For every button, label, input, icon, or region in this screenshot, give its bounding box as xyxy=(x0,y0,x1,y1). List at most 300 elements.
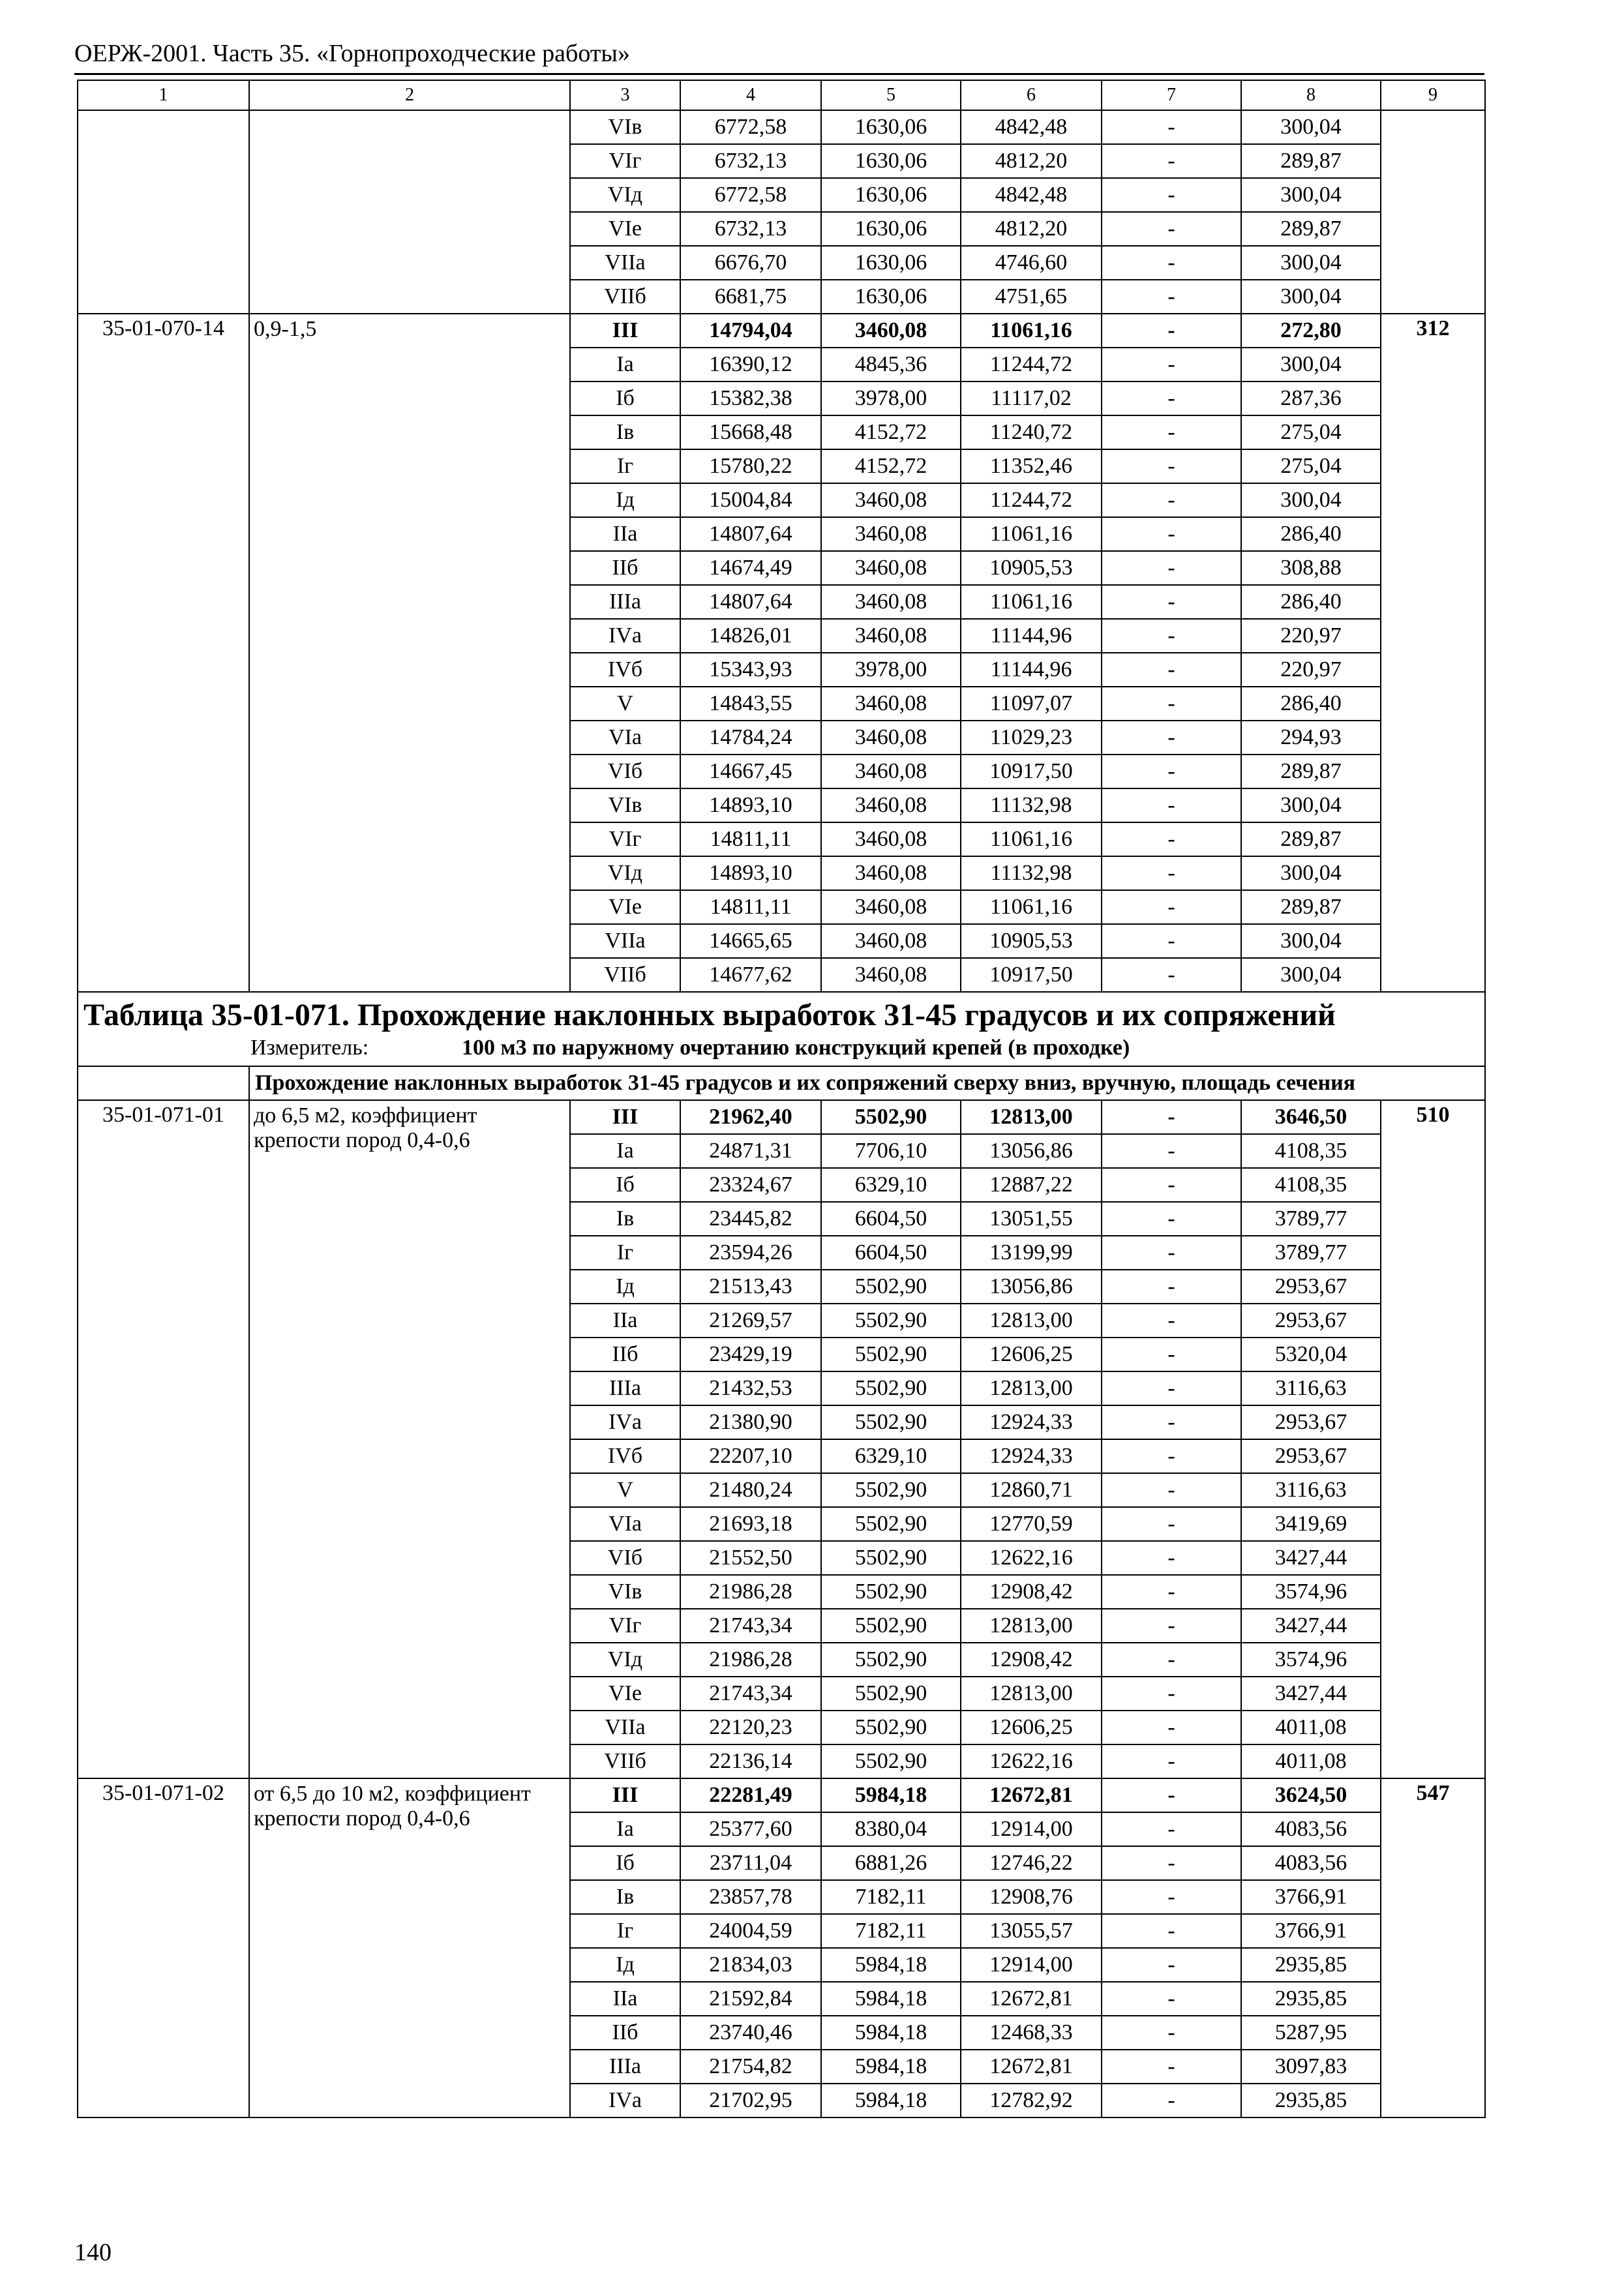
table-cell: 21269,57 xyxy=(680,1304,821,1338)
table-cell: 14893,10 xyxy=(680,856,821,890)
table-cell: 12860,71 xyxy=(961,1473,1102,1507)
column-number: 6 xyxy=(961,80,1102,110)
table-cell: 14843,55 xyxy=(680,687,821,721)
table-cell: 4083,56 xyxy=(1241,1812,1381,1846)
table-cell: 4011,08 xyxy=(1241,1744,1381,1778)
table-cell: 5502,90 xyxy=(821,1711,961,1744)
table-cell: - xyxy=(1102,1270,1241,1304)
table-cell: 5502,90 xyxy=(821,1338,961,1371)
table-cell: 5502,90 xyxy=(821,1744,961,1778)
table-cell: 2935,85 xyxy=(1241,1982,1381,2016)
table-cell: 6604,50 xyxy=(821,1202,961,1236)
table-cell: 2953,67 xyxy=(1241,1439,1381,1473)
labor-cost xyxy=(1381,110,1485,314)
table-cell: - xyxy=(1102,1405,1241,1439)
table-cell: 15668,48 xyxy=(680,415,821,449)
table-cell: 3574,96 xyxy=(1241,1575,1381,1609)
table-cell: 12908,76 xyxy=(961,1880,1102,1914)
table-cell: VIIа xyxy=(570,924,680,958)
table-cell: 23324,67 xyxy=(680,1168,821,1202)
table-cell: 5502,90 xyxy=(821,1575,961,1609)
table-cell: - xyxy=(1102,1202,1241,1236)
table-cell: Iб xyxy=(570,382,680,415)
table-cell: VIIа xyxy=(570,246,680,280)
table-cell: 16390,12 xyxy=(680,348,821,382)
table-cell: - xyxy=(1102,924,1241,958)
table-cell: IVб xyxy=(570,653,680,687)
table-cell: 13199,99 xyxy=(961,1236,1102,1270)
table-cell: VIв xyxy=(570,110,680,144)
table-cell: 3460,08 xyxy=(821,551,961,585)
table-cell: IIа xyxy=(570,517,680,551)
table-cell: 7706,10 xyxy=(821,1134,961,1168)
column-number: 5 xyxy=(821,80,961,110)
table-cell: III xyxy=(570,1778,680,1812)
price-table xyxy=(77,80,1486,2118)
table-cell: IVа xyxy=(570,2084,680,2117)
table-cell: - xyxy=(1102,2084,1241,2117)
table-cell: 12622,16 xyxy=(961,1541,1102,1575)
table-cell: 11097,07 xyxy=(961,687,1102,721)
table-cell: 12672,81 xyxy=(961,1778,1102,1812)
table-cell: 14826,01 xyxy=(680,619,821,653)
table-cell: IIб xyxy=(570,551,680,585)
table-cell: III xyxy=(570,314,680,348)
table-cell: 2935,85 xyxy=(1241,2084,1381,2117)
table-cell: - xyxy=(1102,382,1241,415)
table-cell: 4152,72 xyxy=(821,415,961,449)
table-cell: 3978,00 xyxy=(821,653,961,687)
table-cell: 12908,42 xyxy=(961,1643,1102,1677)
table-cell: 12606,25 xyxy=(961,1711,1102,1744)
column-number: 7 xyxy=(1102,80,1241,110)
table-cell: 3789,77 xyxy=(1241,1236,1381,1270)
table-cell: - xyxy=(1102,1609,1241,1643)
table-cell: 11132,98 xyxy=(961,788,1102,822)
header-rule xyxy=(74,73,1484,75)
table-cell: Iг xyxy=(570,449,680,483)
table-cell: 5984,18 xyxy=(821,1948,961,1982)
table-cell: 1630,06 xyxy=(821,212,961,246)
table-cell: 14811,11 xyxy=(680,890,821,924)
table-cell: 7182,11 xyxy=(821,1914,961,1948)
table-cell: 5984,18 xyxy=(821,1982,961,2016)
table-cell: 11352,46 xyxy=(961,449,1102,483)
table-cell: 300,04 xyxy=(1241,483,1381,517)
table-cell: 5320,04 xyxy=(1241,1338,1381,1371)
table-cell: 3116,63 xyxy=(1241,1473,1381,1507)
table-cell: 3766,91 xyxy=(1241,1880,1381,1914)
table-cell: 4842,48 xyxy=(961,110,1102,144)
table-cell: 308,88 xyxy=(1241,551,1381,585)
section-description: Прохождение наклонных выработок 31-45 градусов и их сопряжений сверху вниз, вручную, площадь сечения xyxy=(249,1066,1485,1100)
table-cell: - xyxy=(1102,1677,1241,1711)
table-cell: Iв xyxy=(570,1880,680,1914)
table-cell: 6772,58 xyxy=(680,178,821,212)
table-cell: 12782,92 xyxy=(961,2084,1102,2117)
table-cell: Iб xyxy=(570,1168,680,1202)
table-cell: 3427,44 xyxy=(1241,1541,1381,1575)
table-cell: 3460,08 xyxy=(821,517,961,551)
table-cell: 14665,65 xyxy=(680,924,821,958)
table-cell: - xyxy=(1102,1575,1241,1609)
table-cell: VIе xyxy=(570,1677,680,1711)
table-cell: 289,87 xyxy=(1241,212,1381,246)
column-number: 9 xyxy=(1381,80,1485,110)
table-cell: Iг xyxy=(570,1236,680,1270)
table-cell: 12914,00 xyxy=(961,1948,1102,1982)
table-cell: 294,93 xyxy=(1241,721,1381,755)
table-cell: VIе xyxy=(570,890,680,924)
table-cell: 300,04 xyxy=(1241,958,1381,992)
table-cell: 3427,44 xyxy=(1241,1609,1381,1643)
table-cell: 21986,28 xyxy=(680,1643,821,1677)
table-cell: 11240,72 xyxy=(961,415,1102,449)
table-cell: 289,87 xyxy=(1241,822,1381,856)
table-cell: 3574,96 xyxy=(1241,1643,1381,1677)
table-cell: 10905,53 xyxy=(961,924,1102,958)
table-cell: - xyxy=(1102,110,1241,144)
table-cell: 12924,33 xyxy=(961,1439,1102,1473)
table-title: Таблица 35-01-071. Прохождение наклонных выработок 31-45 градусов и их сопряжений xyxy=(83,998,1336,1032)
table-cell: 300,04 xyxy=(1241,246,1381,280)
table-cell: 12813,00 xyxy=(961,1100,1102,1134)
table-cell: 3646,50 xyxy=(1241,1100,1381,1134)
table-cell: 2953,67 xyxy=(1241,1270,1381,1304)
table-cell: 4751,65 xyxy=(961,280,1102,314)
table-cell: 300,04 xyxy=(1241,280,1381,314)
table-cell: 5502,90 xyxy=(821,1371,961,1405)
table-cell: 5984,18 xyxy=(821,2016,961,2050)
table-cell: 4083,56 xyxy=(1241,1846,1381,1880)
measure-label: Измеритель: xyxy=(250,1036,369,1060)
table-cell: 23857,78 xyxy=(680,1880,821,1914)
table-cell: 11061,16 xyxy=(961,585,1102,619)
table-cell: - xyxy=(1102,1371,1241,1405)
table-cell: 25377,60 xyxy=(680,1812,821,1846)
table-cell: 4842,48 xyxy=(961,178,1102,212)
table-cell: - xyxy=(1102,1100,1241,1134)
column-number: 4 xyxy=(680,80,821,110)
table-cell: 275,04 xyxy=(1241,449,1381,483)
labor-cost: 510 xyxy=(1381,1100,1485,1778)
table-cell: 22120,23 xyxy=(680,1711,821,1744)
table-cell: 5502,90 xyxy=(821,1270,961,1304)
table-cell: 3789,77 xyxy=(1241,1202,1381,1236)
column-number: 1 xyxy=(78,80,249,110)
table-cell: 3460,08 xyxy=(821,314,961,348)
table-cell: 4845,36 xyxy=(821,348,961,382)
table-cell: 220,97 xyxy=(1241,619,1381,653)
table-cell: 14811,11 xyxy=(680,822,821,856)
table-row xyxy=(78,1778,1485,1812)
table-cell: 14674,49 xyxy=(680,551,821,585)
table-cell: - xyxy=(1102,619,1241,653)
table-cell: - xyxy=(1102,178,1241,212)
table-cell: VIIб xyxy=(570,1744,680,1778)
table-cell: Iб xyxy=(570,1846,680,1880)
table-cell: 220,97 xyxy=(1241,653,1381,687)
table-cell: 272,80 xyxy=(1241,314,1381,348)
table-cell: 15004,84 xyxy=(680,483,821,517)
table-cell: 7182,11 xyxy=(821,1880,961,1914)
table-cell: VIIб xyxy=(570,280,680,314)
rate-code: 35-01-070-14 xyxy=(78,314,249,992)
table-cell: 1630,06 xyxy=(821,280,961,314)
table-cell: - xyxy=(1102,2050,1241,2084)
table-cell: - xyxy=(1102,721,1241,755)
table-cell: 3460,08 xyxy=(821,755,961,788)
table-cell: - xyxy=(1102,1982,1241,2016)
table-cell: VIд xyxy=(570,178,680,212)
table-cell: - xyxy=(1102,348,1241,382)
table-cell: 12746,22 xyxy=(961,1846,1102,1880)
table-cell: 12770,59 xyxy=(961,1507,1102,1541)
table-cell: 300,04 xyxy=(1241,348,1381,382)
table-cell: - xyxy=(1102,415,1241,449)
table-cell: 11061,16 xyxy=(961,890,1102,924)
table-cell: - xyxy=(1102,890,1241,924)
table-cell: 1630,06 xyxy=(821,246,961,280)
table-cell: Iа xyxy=(570,1134,680,1168)
table-cell: VIб xyxy=(570,1541,680,1575)
table-cell: 12813,00 xyxy=(961,1677,1102,1711)
table-cell: 12468,33 xyxy=(961,2016,1102,2050)
table-cell: 5502,90 xyxy=(821,1677,961,1711)
table-cell: 14784,24 xyxy=(680,721,821,755)
table-cell: 5984,18 xyxy=(821,1778,961,1812)
table-cell: 3460,08 xyxy=(821,856,961,890)
table-cell: - xyxy=(1102,1134,1241,1168)
rate-code: 35-01-071-01 xyxy=(78,1100,249,1778)
table-cell: - xyxy=(1102,1778,1241,1812)
table-cell: 2953,67 xyxy=(1241,1405,1381,1439)
table-cell: 3978,00 xyxy=(821,382,961,415)
column-number: 3 xyxy=(570,80,680,110)
measure-value: 100 м3 по наружному очертанию конструкций крепей (в проходке) xyxy=(462,1036,1130,1060)
table-cell: 14807,64 xyxy=(680,585,821,619)
table-cell: 5502,90 xyxy=(821,1405,961,1439)
table-cell: 13056,86 xyxy=(961,1270,1102,1304)
table-cell: 11244,72 xyxy=(961,483,1102,517)
table-cell: 23429,19 xyxy=(680,1338,821,1371)
table-cell: 289,87 xyxy=(1241,144,1381,178)
table-cell: III xyxy=(570,1100,680,1134)
table-cell: VIд xyxy=(570,1643,680,1677)
table-cell: 12813,00 xyxy=(961,1371,1102,1405)
table-cell: 4108,35 xyxy=(1241,1168,1381,1202)
table-cell: - xyxy=(1102,585,1241,619)
page-number: 140 xyxy=(74,2239,112,2266)
table-cell: IIIа xyxy=(570,1371,680,1405)
table-cell: - xyxy=(1102,280,1241,314)
table-cell: 15343,93 xyxy=(680,653,821,687)
table-cell: 5502,90 xyxy=(821,1609,961,1643)
table-cell: 4108,35 xyxy=(1241,1134,1381,1168)
column-number: 8 xyxy=(1241,80,1381,110)
table-cell: 4746,60 xyxy=(961,246,1102,280)
table-cell: 21432,53 xyxy=(680,1371,821,1405)
table-cell: 300,04 xyxy=(1241,788,1381,822)
table-cell: - xyxy=(1102,1439,1241,1473)
table-cell: 3460,08 xyxy=(821,958,961,992)
table-cell: IIа xyxy=(570,1304,680,1338)
table-cell: 3460,08 xyxy=(821,483,961,517)
table-cell: 4812,20 xyxy=(961,144,1102,178)
table-cell: - xyxy=(1102,687,1241,721)
table-cell: - xyxy=(1102,246,1241,280)
table-cell: 8380,04 xyxy=(821,1812,961,1846)
table-cell: Iа xyxy=(570,1812,680,1846)
table-cell: 286,40 xyxy=(1241,517,1381,551)
table-cell: 11244,72 xyxy=(961,348,1102,382)
table-cell: Iд xyxy=(570,483,680,517)
table-cell: 12622,16 xyxy=(961,1744,1102,1778)
table-cell: - xyxy=(1102,483,1241,517)
table-cell: VIв xyxy=(570,788,680,822)
table-cell: 289,87 xyxy=(1241,890,1381,924)
table-cell: 11132,98 xyxy=(961,856,1102,890)
table-cell: 5502,90 xyxy=(821,1507,961,1541)
table-cell: - xyxy=(1102,517,1241,551)
table-cell: 5984,18 xyxy=(821,2050,961,2084)
table-cell: Iа xyxy=(570,348,680,382)
table-cell: - xyxy=(1102,653,1241,687)
table-cell: 1630,06 xyxy=(821,110,961,144)
table-cell: 13055,57 xyxy=(961,1914,1102,1948)
table-cell: VIг xyxy=(570,144,680,178)
table-cell: 12813,00 xyxy=(961,1304,1102,1338)
table-cell: 4152,72 xyxy=(821,449,961,483)
table-cell: 3419,69 xyxy=(1241,1507,1381,1541)
table-cell: 23594,26 xyxy=(680,1236,821,1270)
table-cell: 3460,08 xyxy=(821,822,961,856)
table-cell: 21480,24 xyxy=(680,1473,821,1507)
table-cell: 23445,82 xyxy=(680,1202,821,1236)
table-cell: 15382,38 xyxy=(680,382,821,415)
table-cell: - xyxy=(1102,788,1241,822)
table-cell: IIа xyxy=(570,1982,680,2016)
table-cell: 289,87 xyxy=(1241,755,1381,788)
table-cell: 3460,08 xyxy=(821,687,961,721)
table-cell: VIг xyxy=(570,822,680,856)
table-cell: 5502,90 xyxy=(821,1100,961,1134)
table-cell: 3460,08 xyxy=(821,788,961,822)
table-cell: 3766,91 xyxy=(1241,1914,1381,1948)
table-cell: 286,40 xyxy=(1241,585,1381,619)
table-cell: 21513,43 xyxy=(680,1270,821,1304)
table-cell: 23711,04 xyxy=(680,1846,821,1880)
table-cell: - xyxy=(1102,1473,1241,1507)
table-cell: IIIа xyxy=(570,2050,680,2084)
table-cell: 24871,31 xyxy=(680,1134,821,1168)
running-header: ОЕРЖ-2001. Часть 35. «Горнопроходческие работы» xyxy=(74,40,630,67)
table-cell: 5502,90 xyxy=(821,1304,961,1338)
table-cell: - xyxy=(1102,755,1241,788)
table-cell: - xyxy=(1102,822,1241,856)
table-cell: 14667,45 xyxy=(680,755,821,788)
table-cell: 6676,70 xyxy=(680,246,821,280)
table-cell: - xyxy=(1102,1507,1241,1541)
table-cell: 287,36 xyxy=(1241,382,1381,415)
column-number-row xyxy=(78,80,1485,110)
measure-line xyxy=(83,1034,1479,1062)
table-cell: VIа xyxy=(570,1507,680,1541)
table-title-row xyxy=(78,992,1485,1066)
table-cell: 11061,16 xyxy=(961,822,1102,856)
table-cell: - xyxy=(1102,212,1241,246)
table-cell: VIIа xyxy=(570,1711,680,1744)
table-cell: 275,04 xyxy=(1241,415,1381,449)
table-cell: 12606,25 xyxy=(961,1338,1102,1371)
table-cell: 6732,13 xyxy=(680,144,821,178)
table-cell: 3116,63 xyxy=(1241,1371,1381,1405)
table-cell: 11117,02 xyxy=(961,382,1102,415)
table-cell: 5502,90 xyxy=(821,1541,961,1575)
table-cell: 14677,62 xyxy=(680,958,821,992)
table-cell: 12924,33 xyxy=(961,1405,1102,1439)
table-cell: VIа xyxy=(570,721,680,755)
table-cell: 2935,85 xyxy=(1241,1948,1381,1982)
table-row xyxy=(78,1100,1485,1134)
table-cell: 22136,14 xyxy=(680,1744,821,1778)
table-cell: 10905,53 xyxy=(961,551,1102,585)
table-cell: 12813,00 xyxy=(961,1609,1102,1643)
table-cell: IIб xyxy=(570,1338,680,1371)
table-cell: 3624,50 xyxy=(1241,1778,1381,1812)
table-cell: - xyxy=(1102,1643,1241,1677)
table-cell: - xyxy=(1102,1338,1241,1371)
table-cell: 3427,44 xyxy=(1241,1677,1381,1711)
table-cell: 21702,95 xyxy=(680,2084,821,2117)
table-cell: VIб xyxy=(570,755,680,788)
table-cell: VIв xyxy=(570,1575,680,1609)
table-cell: 14794,04 xyxy=(680,314,821,348)
table-cell: 3460,08 xyxy=(821,721,961,755)
work-description xyxy=(249,110,570,314)
table-cell: 13056,86 xyxy=(961,1134,1102,1168)
table-cell: 22207,10 xyxy=(680,1439,821,1473)
table-cell: - xyxy=(1102,1304,1241,1338)
table-cell: 5984,18 xyxy=(821,2084,961,2117)
table-cell: IVб xyxy=(570,1439,680,1473)
work-description: 0,9-1,5 xyxy=(249,314,570,992)
table-cell: 3097,83 xyxy=(1241,2050,1381,2084)
table-row xyxy=(78,314,1485,348)
table-cell: 21693,18 xyxy=(680,1507,821,1541)
table-cell: 6881,26 xyxy=(821,1846,961,1880)
table-cell: 6681,75 xyxy=(680,280,821,314)
table-cell: VIIб xyxy=(570,958,680,992)
table-cell: Iв xyxy=(570,415,680,449)
table-cell: 6772,58 xyxy=(680,110,821,144)
table-cell: Iд xyxy=(570,1270,680,1304)
table-cell: 2953,67 xyxy=(1241,1304,1381,1338)
table-cell: 5287,95 xyxy=(1241,2016,1381,2050)
table-cell: VIе xyxy=(570,212,680,246)
table-cell: 5502,90 xyxy=(821,1643,961,1677)
table-cell: Iд xyxy=(570,1948,680,1982)
table-cell: VIг xyxy=(570,1609,680,1643)
table-cell: 286,40 xyxy=(1241,687,1381,721)
table-cell: - xyxy=(1102,2016,1241,2050)
table-cell: 21743,34 xyxy=(680,1609,821,1643)
table-cell: 11029,23 xyxy=(961,721,1102,755)
table-cell: 11144,96 xyxy=(961,653,1102,687)
section-description-row xyxy=(78,1066,1485,1100)
table-cell: 15780,22 xyxy=(680,449,821,483)
table-cell: 14893,10 xyxy=(680,788,821,822)
